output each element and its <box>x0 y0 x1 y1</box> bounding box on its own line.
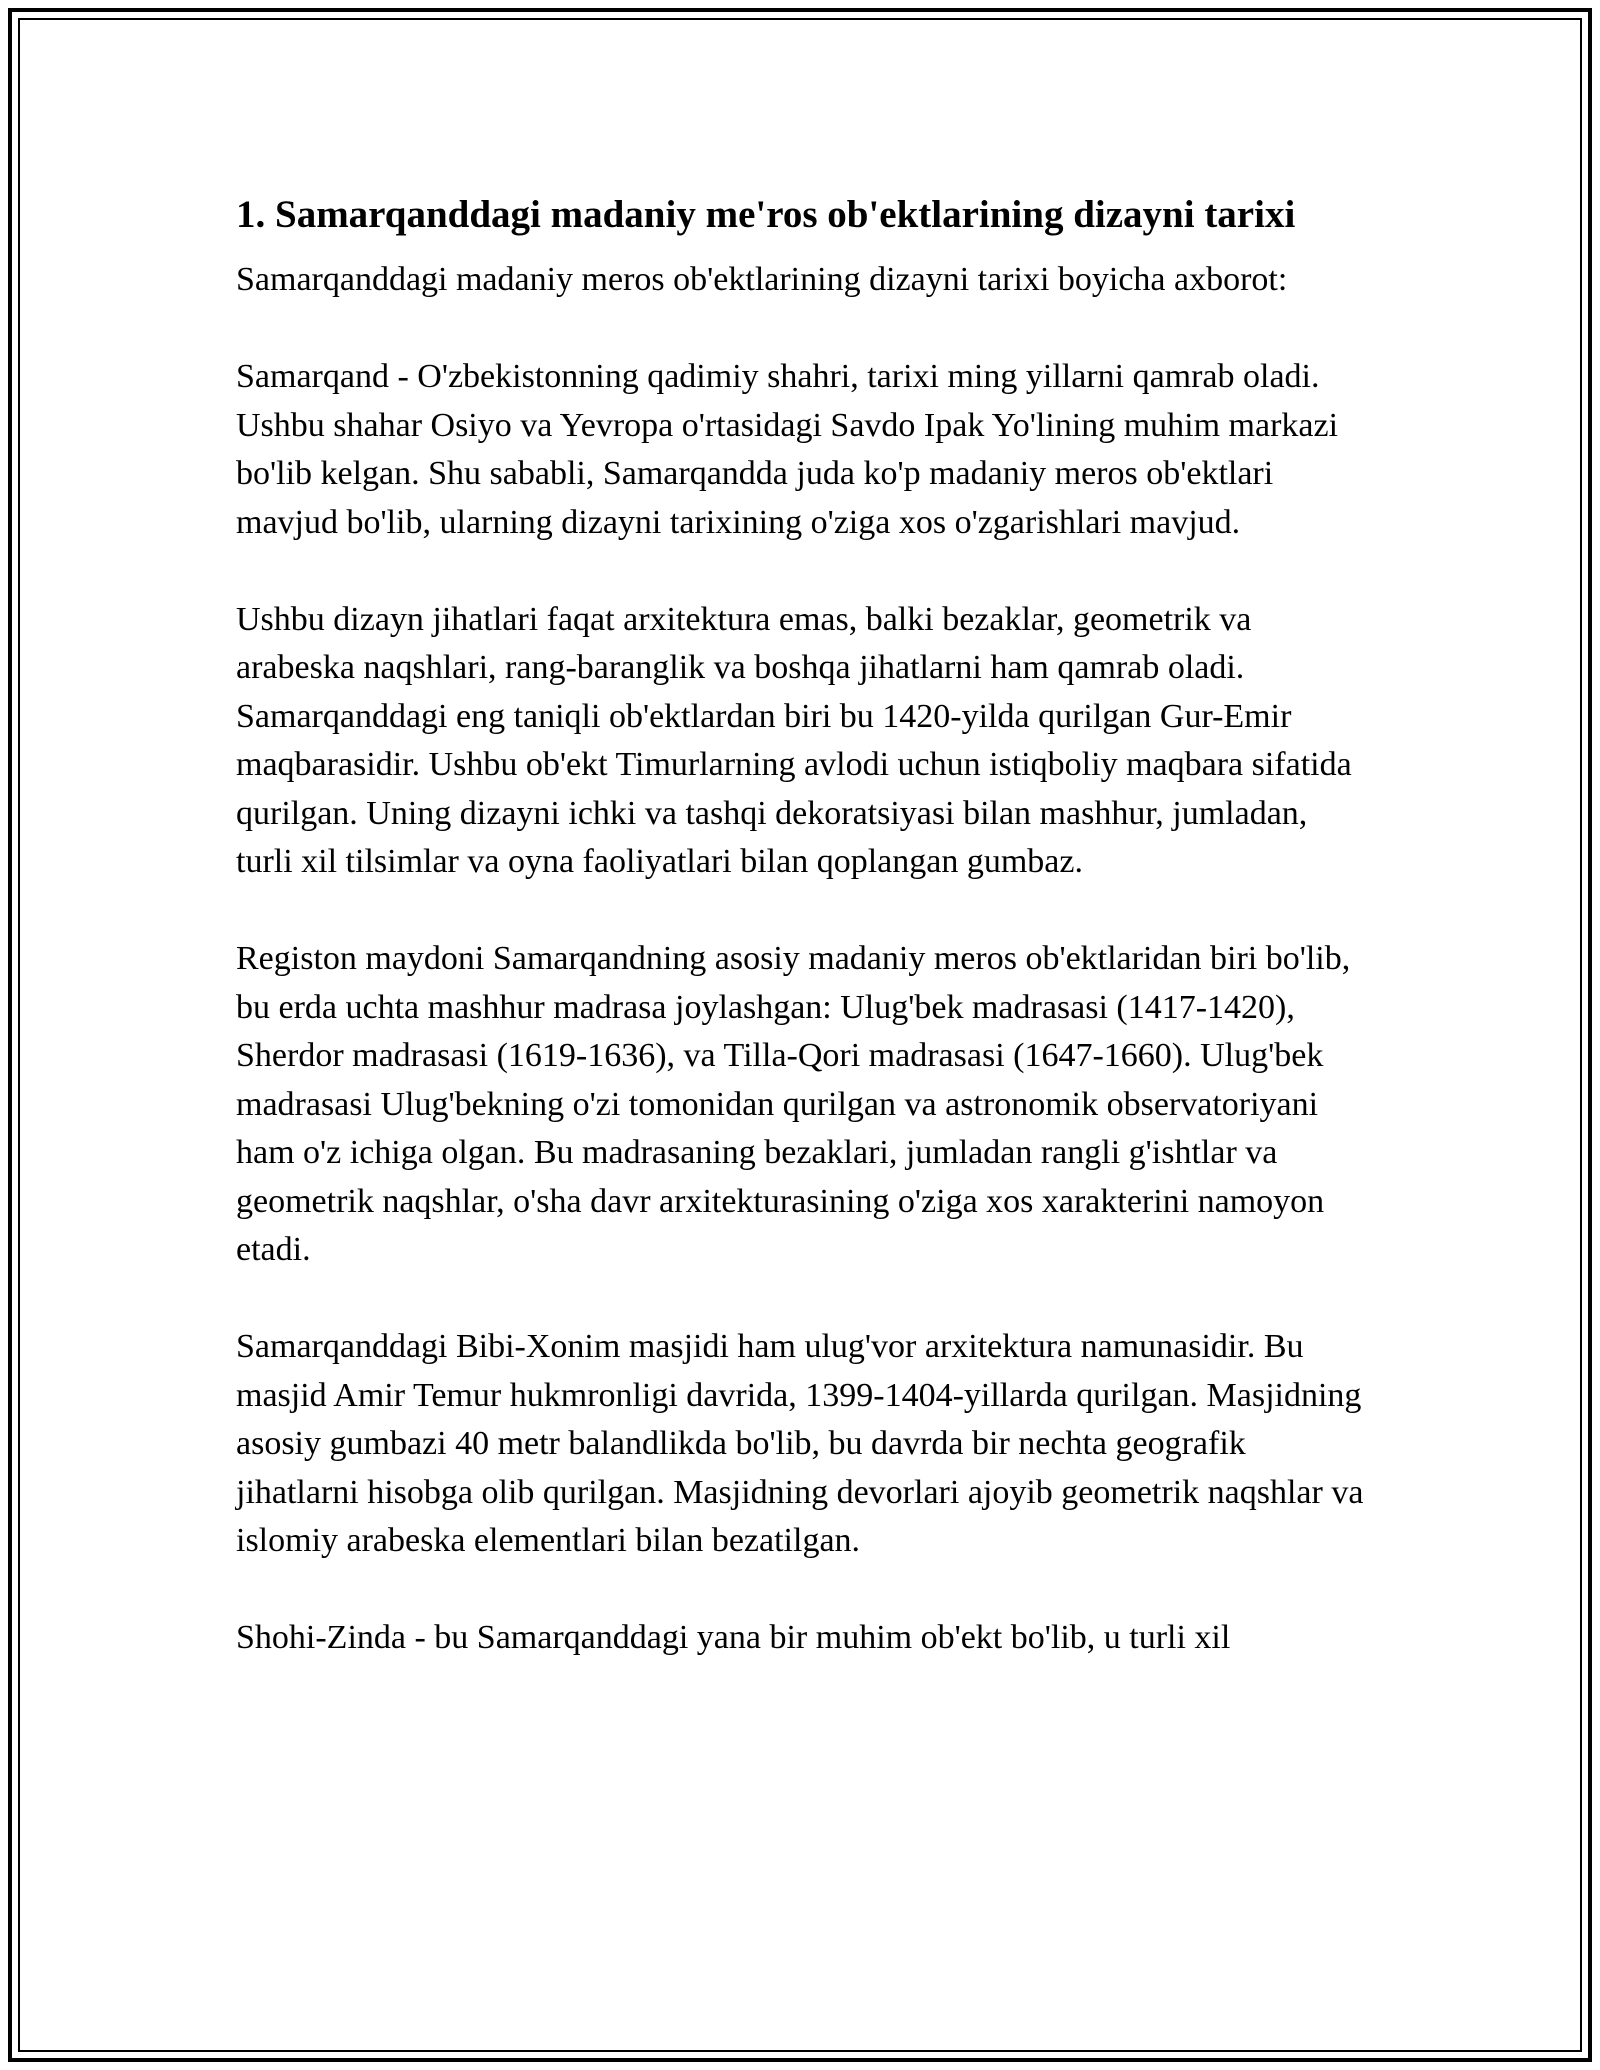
paragraph-registon: Registon maydoni Samarqandning asosiy madaniy meros ob'ektlaridan biri bo'lib, bu erda uchta mashhur madrasa joylashgan: Ulug'bek madrasasi (1417-1420), Sherdor madrasasi (1619-1636), va Tilla-Qori madrasasi (1647-1660). Ulug'bek madrasasi Ulug'bekning o'zi tomonidan qurilgan va astronomik observatoriyani ham o'z ichiga olgan. Bu madrasaning bezaklari, jumladan rangli g'ishtlar va geometrik naqshlar, o'sha davr arxitekturasining o'ziga xos xarakterini namoyon etadi. <box>236 940 1351 1268</box>
paragraph-shohi-zinda: Shohi-Zinda - bu Samarqanddagi yana bir muhim ob'ekt bo'lib, u turli xil <box>236 1619 1231 1656</box>
paragraph-gur-emir: Ushbu dizayn jihatlari faqat arxitektura emas, balki bezaklar, geometrik va arabeska naqshlari, rang-baranglik va boshqa jihatlarni ham qamrab oladi. Samarqanddagi eng taniqli ob'ektlardan biri bu 1420-yilda qurilgan Gur-Emir maqbarasidir. Ushbu ob'ekt Timurlarning avlodi uchun istiqboliy maqbara sifatida qurilgan. Uning dizayni ichki va tashqi dekoratsiyasi bilan mashhur, jumladan, turli xil tilsimlar va oyna faoliyatlari bilan qoplangan gumbaz. <box>236 600 1352 880</box>
document-body <box>236 188 1366 1663</box>
document-title: 1. Samarqanddagi madaniy me'ros ob'ektlarining dizayni tarixi <box>236 193 1296 236</box>
paragraph-bibi-xonim: Samarqanddagi Bibi-Xonim masjidi ham ulug'vor arxitektura namunasidir. Bu masjid Amir Temur hukmronligi davrida, 1399-1404-yillarda qurilgan. Masjidning asosiy gumbazi 40 metr balandlikda bo'lib, bu davrda bir nechta geografik jihatlarni hisobga olib qurilgan. Masjidning devorlari ajoyib geometrik naqshlar va islomiy arabeska elementlari bilan bezatilgan. <box>236 1328 1364 1559</box>
paragraph-intro: Samarqanddagi madaniy meros ob'ektlarining dizayni tarixi boyicha axborot: <box>236 261 1288 298</box>
paragraph-samarqand: Samarqand - O'zbekistonning qadimiy shahri, tarixi ming yillarni qamrab oladi. Ushbu shahar Osiyo va Yevropa o'rtasidagi Savdo Ipak Yo'lining muhim markazi bo'lib kelgan. Shu sababli, Samarqandda juda ko'p madaniy meros ob'ektlari mavjud bo'lib, ularning dizayni tarixining o'ziga xos o'zgarishlari mavjud. <box>236 358 1339 541</box>
